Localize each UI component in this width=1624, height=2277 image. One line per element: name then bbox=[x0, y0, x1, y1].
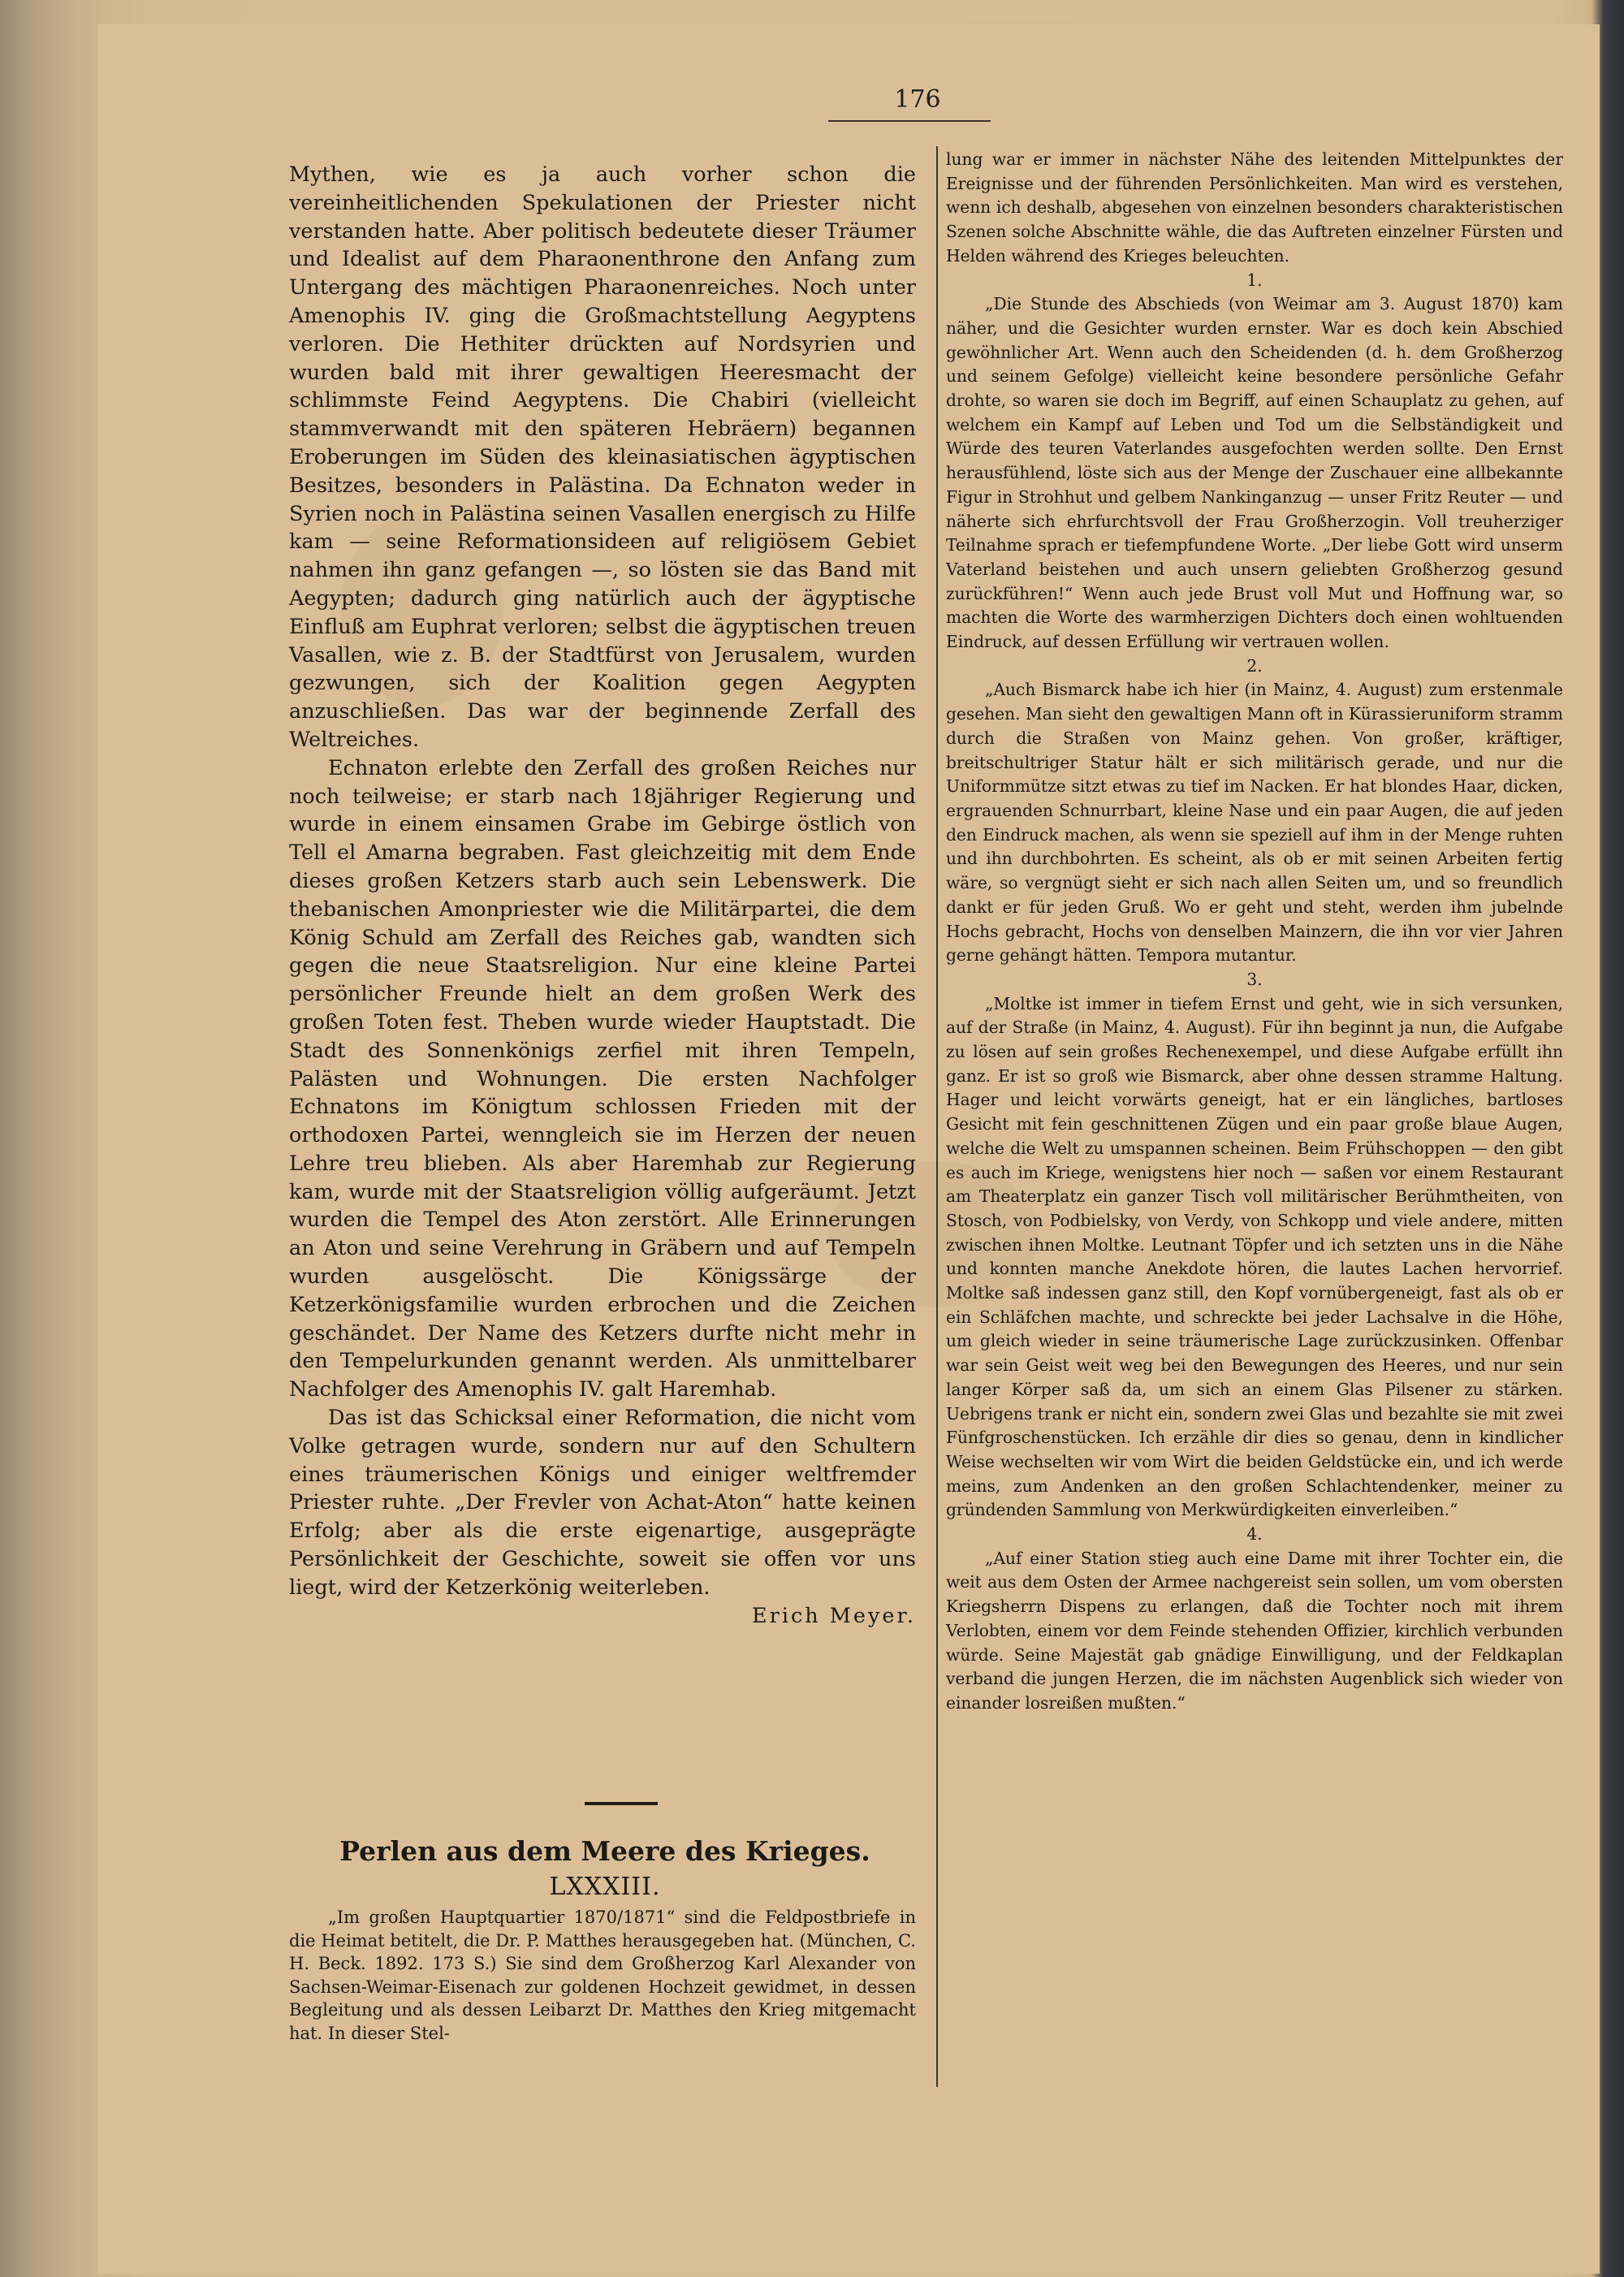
column-divider bbox=[936, 146, 938, 2087]
entry-number: 4. bbox=[1246, 1524, 1263, 1545]
section-separator-rule bbox=[585, 1802, 658, 1805]
section-intro-continued: lung war er immer in nächster Nähe des leitenden Mittelpunktes der Ereignisse und der führenden Persönlichkeiten. Man wird es verstehen, wenn ich deshalb, abgesehen von einzelnen besonders charakteristischen Szenen solche Abschnitte wähle, die das Auftreten einzelner Fürsten und Helden während des Krieges beleuchten. bbox=[946, 149, 1563, 266]
entry-number: 3. bbox=[1246, 969, 1263, 989]
entry-number: 2. bbox=[1246, 655, 1263, 676]
section-title: Perlen aus dem Meere des Krieges. bbox=[339, 1835, 870, 1867]
section-number: LXXXIII. bbox=[549, 1873, 661, 1901]
section-intro bbox=[289, 1906, 916, 2045]
article-paragraph: Echnaton erlebte den Zerfall des großen Reiches nur noch teilweise; er starb nach 18jähriger Regierung und wurde in einem einsamen Grabe im Gebirge östlich von Tell el Amarna begraben. Fast gleichzeitig mit dem Ende dieses großen Ketzers starb auch sein Lebenswerk. Die thebanischen Amonpriester wie die Militärpartei, die dem König Schuld am Zerfall des Reiches gab, wandten sich gegen die neue Staatsreligion. Nur eine kleine Partei persönlicher Freunde hielt an dem großen Werk des großen Toten fest. Theben wurde wieder Hauptstadt. Die Stadt des Sonnenkönigs zerfiel mit ihren Tempeln, Palästen und Wohnungen. Die ersten Nachfolger Echnatons im Königtum schlossen Frieden mit der orthodoxen Partei, wenngleich sie im Herzen der neuen Lehre treu blieben. Als aber Haremhab zur Regierung kam, wurde mit der Staatsreligion völlig aufgeräumt. Jetzt wurden die Tempel des Aton zerstört. Alle Erinnerungen an Aton und seine Verehrung in Gräbern und auf Tempeln wurden ausgelöscht. Die Königssärge der Ketzerkönigsfamilie wurden erbrochen und die Zeichen geschändet. Der Name des Ketzers durfte nicht mehr in den Tempelurkunden genannt werden. Als unmittelbarer Nachfolger des Amenophis IV. galt Haremhab. bbox=[289, 755, 916, 1402]
entry-text: „Die Stunde des Abschieds (von Weimar am 3. August 1870) kam näher, und die Gesichter wurden ernster. War es doch kein Abschied gewöhnlicher Art. Wenn auch den Scheidenden (d. h. dem Großherzog und seinem Gefolge) vielleicht keine besondere persönliche Gefahr drohte, so waren sie doch im Begriff, auf einen Schauplatz zu gehen, auf welchem ein Kampf auf Leben und Tod um die Selbständigkeit und Würde des teuren Vaterlandes ausgefochten werden sollte. Den Ernst herausfühlend, löste sich aus der Menge der Zuschauer eine allbekannte Figur in Strohhut und gelbem Nankinganzug — unser Fritz Reuter — und näherte sich ehrfurchtsvoll der Frau Großherzogin. Voll treuherziger Teilnahme sprach er tiefempfundene Worte. „Der liebe Gott wird unserm Vaterland beistehen und auch unsern geliebten Großherzog gesund zurückführen!“ Wenn auch jede Brust voll Mut und Hoffnung war, so machten die Worte des warmherzigen Dichters doch einen wohltuenden Eindruck, auf dessen Erfüllung wir vertrauen wollen. bbox=[946, 294, 1563, 652]
page-number-rule bbox=[828, 120, 991, 122]
page-number: 176 bbox=[894, 85, 941, 114]
right-column bbox=[946, 148, 1563, 1716]
section-intro-text: „Im großen Hauptquartier 1870/1871“ sind die Feldpostbriefe in die Heimat betitelt, die Dr. P. Matthes herausgegeben hat. (München, C. H. Beck. 1892. 173 S.) Sie sind dem Großherzog Karl Alexander von Sachsen-Weimar-Eisenach zur goldenen Hochzeit gewidmet, in dessen Begleitung und als dessen Leibarzt Dr. Matthes den Krieg mitgemacht hat. In dieser Stel- bbox=[289, 1908, 916, 2043]
article-paragraph: Mythen, wie es ja auch vorher schon die vereinheitlichenden Spekulationen der Priester nicht verstanden hatte. Aber politisch bedeutete dieser Träumer und Idealist auf dem Pharaonenthrone den Anfang zum Untergang des mächtigen Pharaonenreiches. Noch unter Amenophis IV. ging die Großmachtstellung Aegyptens verloren. Die Hethiter drückten auf Nordsyrien und wurden bald mit ihrer gewaltigen Heeresmacht der schlimmste Feind Aegyptens. Die Chabiri (vielleicht stammverwandt mit den späteren Hebräern) begannen Eroberungen im Süden des kleinasiatischen ägyptischen Besitzes, besonders in Palästina. Da Echnaton weder in Syrien noch in Palästina seinen Vasallen energisch zu Hilfe kam — seine Reformationsideen auf religiösem Gebiet nahmen ihn ganz gefangen —, so lösten sie das Band mit Aegypten; dadurch ging natürlich auch der ägyptische Einfluß am Euphrat verloren; selbst die ägyptischen treuen Vasallen, wie z. B. der Stadtfürst von Jerusalem, wurden gezwungen, sich der Koalition gegen Aegypten anzuschließen. Das war der beginnende Zerfall des Weltreiches. bbox=[289, 162, 916, 752]
entry-text: „Auch Bismarck habe ich hier (in Mainz, 4. August) zum erstenmale gesehen. Man sieht den gewaltigen Mann oft in Kürassieruniform stramm durch die Straßen von Mainz gehen. Von großer, kräftiger, breitschultriger Statur hält er sich militärisch gerade, und nur die Uniformmütze sitzt etwas zu tief im Nacken. Er hat blondes Haar, dicken, ergrauenden Schnurrbart, kleine Nase und ein paar Augen, die auf jeden den Eindruck machen, als wenn sie speziell auf ihm in der Menge ruhten und ihn durchbohrten. Es scheint, als ob er mit seinen Arbeiten fertig wäre, so vergnügt sieht er sich nach allen Seiten um, und so freundlich dankt er für jeden Gruß. Wo er geht und steht, werden ihm jubelnde Hochs gebracht, Hochs von denselben Mainzern, die ihn vor vier Jahren gerne gehängt hätten. Tempora mutantur. bbox=[946, 680, 1563, 966]
entry-text: „Auf einer Station stieg auch eine Dame mit ihrer Tochter ein, die weit aus dem Osten der Armee nachgereist sein sollen, um vom obersten Kriegsherrn Dispens zu erlangen, daß die Tochter noch mit ihrem Verlobten, einem vor dem Feinde stehenden Offizier, kirchlich verbunden würde. Seine Majestät gab gnädige Einwilligung, und der Feldkaplan verband die jungen Herzen, die im nächsten Augenblick sich wieder von einander losreißen mußten.“ bbox=[946, 1548, 1563, 1713]
article-author: Erich Meyer. bbox=[752, 1603, 916, 1628]
entry-text: „Moltke ist immer in tiefem Ernst und geht, wie in sich versunken, auf der Straße (in Mainz, 4. August). Für ihn beginnt ja nun, die Aufgabe zu lösen auf sein großes Rechenexempel, und diese Aufgabe erfüllt ihn ganz. Er ist so groß wie Bismarck, aber ohne dessen stramme Haltung. Hager und leicht vorwärts geneigt, hat er ein längliches, bartloses Gesicht mit fein geschnittenen Zügen und ein paar große blaue Augen, welche die Welt zu umspannen scheinen. Beim Frühschoppen — den gibt es auch im Kriege, wenigstens hier noch — saßen vor einem Restaurant am Theaterplatz ein ganzer Tisch voll militärischer Berühmtheiten, von Stosch, von Podbielsky, von Verdy, von Schkopp und viele andere, mitten zwischen ihnen Moltke. Leutnant Töpfer und ich setzten uns in die Nähe und konnten manche Anekdote hören, die lautes Lachen hervorrief. Moltke saß indessen ganz still, den Kopf vornübergeneigt, fast als ob er ein Schläfchen machte, und schreckte bei jeder Lachsalve in die Höhe, um gleich wieder in seine träumerische Lage zurückzusinken. Offenbar war sein Geist weit weg bei den Bewegungen des Heeres, und nur sein langer Körper saß da, um sich an einem Glas Pilsener zu stärken. Uebrigens trank er nicht ein, sondern zwei Glas und bezahlte sie mit zwei Fünfgroschenstücken. Ich erzähle dir dies so genau, denn in kindlicher Weise wechselten wir vom Wirt die beiden Geldstücke ein, und ich werde meins, zum Andenken an den großen Schlachtendenker, meiner zu gründenden Sammlung von Merkwürdigkeiten einverleiben.“ bbox=[946, 993, 1563, 1520]
entry-number: 1. bbox=[1246, 270, 1263, 290]
left-column bbox=[289, 161, 916, 1630]
article-paragraph: Das ist das Schicksal einer Reformation, die nicht vom Volke getragen wurde, sondern nur auf den Schultern eines träumerischen Königs und einiger weltfremder Priester ruhte. „Der Frevler von Achat-Aton“ hatte keinen Erfolg; aber als die erste eigenartige, ausgeprägte Persönlichkeit der Geschichte, soweit sie offen vor uns liegt, wird der Ketzerkönig weiterleben. bbox=[289, 1406, 916, 1600]
